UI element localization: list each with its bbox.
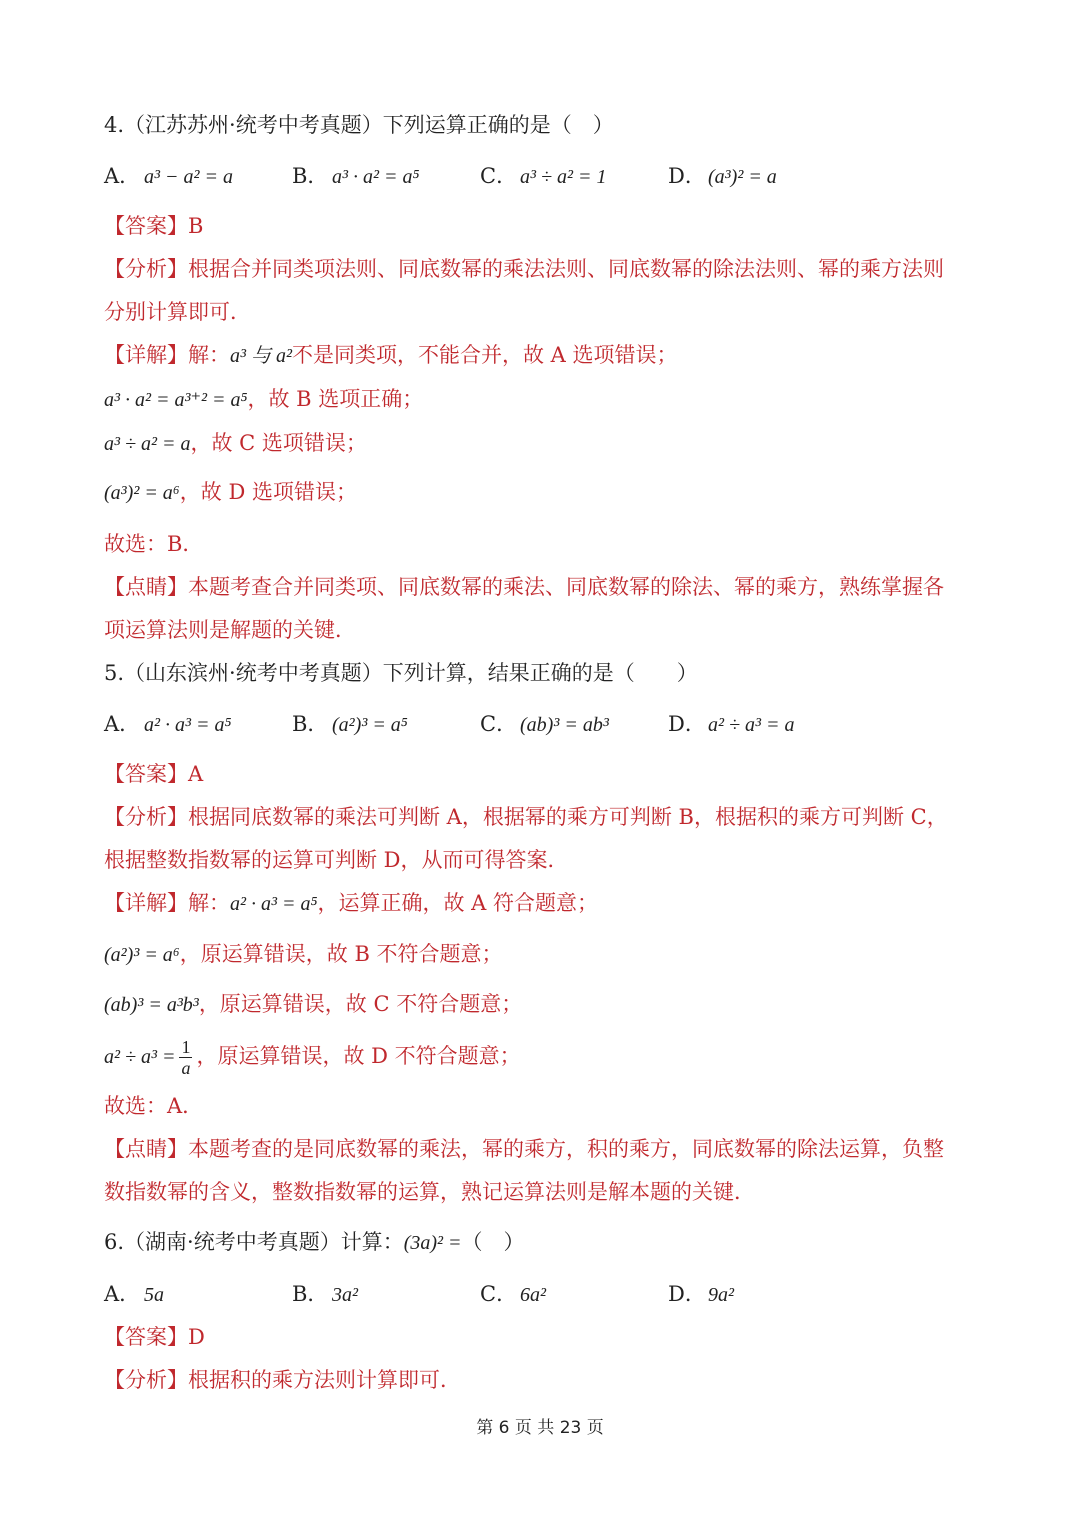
q6-option-b [292, 1278, 358, 1308]
option-expr: (ab)³ = ab³ [520, 714, 609, 736]
option-expr: 6a² [520, 1284, 546, 1306]
q5-analysis-line1: 【分析】根据同底数幂的乘法可判断 A，根据幂的乘方可判断 B，根据积的乘方可判断 C， [104, 805, 948, 829]
option-expr: 3a² [332, 1284, 358, 1306]
q6-stem [104, 1227, 525, 1258]
q4-analysis-line1: 【分析】根据合并同类项法则、同底数幂的乘法法则、同底数幂的除法法则、幂的乘方法则 [104, 257, 944, 281]
q4-stem: 4.（江苏苏州·统考中考真题）下列运算正确的是（ ） [104, 113, 614, 137]
q4-option-b [292, 160, 419, 190]
q4-detail-line2 [104, 384, 423, 415]
detail-text: ，故 C 选项错误； [190, 431, 367, 455]
q6-options [104, 1278, 1004, 1312]
q4-option-a [104, 160, 233, 190]
option-label: A． [104, 1282, 141, 1306]
q5-option-a [104, 708, 231, 738]
q5-options [104, 708, 1004, 742]
q5-comment-line2: 数指数幂的含义，整数指数幂的运算，熟记运算法则是解本题的关键． [104, 1180, 755, 1204]
q4-detail-line1 [104, 340, 678, 371]
detail-math: a² · a³ = a⁵ [230, 893, 318, 915]
option-expr: (a²)³ = a⁵ [332, 714, 408, 736]
stem-math: (3a)² = [403, 1232, 462, 1254]
q4-detail-line4 [104, 477, 357, 508]
option-label: A． [104, 712, 141, 736]
detail-math: a³ ÷ a² = a [104, 433, 191, 455]
detail-math: a³ · a² = a³⁺² = a⁵ [104, 389, 248, 411]
option-label: C． [480, 712, 518, 736]
option-expr: a² · a³ = a⁵ [144, 714, 232, 736]
q4-option-c [480, 160, 606, 190]
fraction [179, 1037, 192, 1078]
q6-option-a [104, 1278, 164, 1308]
detail-text: ，原运算错误，故 B 不符合题意； [179, 942, 503, 966]
detail-prefix: 【详解】解： [104, 343, 230, 367]
q6-answer: 【答案】D [104, 1325, 205, 1349]
option-label: B． [292, 1282, 329, 1306]
fraction-denominator: a [181, 1058, 191, 1078]
option-label: D． [668, 164, 706, 188]
stem-end: （ ） [461, 1230, 525, 1254]
q4-options [104, 160, 1004, 194]
q4-choose: 故选：B． [104, 532, 204, 556]
option-expr: a³ − a² = a [144, 166, 233, 188]
q4-option-d [668, 160, 777, 190]
q6-analysis-line1: 【分析】根据积的乘方法则计算即可． [104, 1368, 461, 1392]
q5-detail-line2 [104, 939, 503, 970]
q4-answer: 【答案】B [104, 214, 204, 238]
q5-option-c [480, 708, 609, 738]
detail-math: (a³)² = a⁶ [104, 482, 180, 504]
option-label: D． [668, 712, 706, 736]
detail-text: ，原运算错误，故 C 不符合题意； [198, 992, 523, 1016]
detail-text: ，运算正确，故 A 符合题意； [317, 891, 598, 915]
option-label: B． [292, 712, 329, 736]
q5-comment-line1: 【点睛】本题考查的是同底数幂的乘法，幂的乘方，积的乘方，同底数幂的除法运算，负整 [104, 1137, 944, 1161]
q5-stem: 5.（山东滨州·统考中考真题）下列计算，结果正确的是（ ） [104, 661, 698, 685]
q6-option-d [668, 1278, 734, 1308]
detail-text: 不是同类项，不能合并，故 A 选项错误； [292, 343, 678, 367]
option-label: A． [104, 164, 141, 188]
q4-comment-line2: 项运算法则是解题的关键． [104, 618, 356, 642]
detail-prefix: 【详解】解： [104, 891, 230, 915]
q5-detail-line1 [104, 888, 598, 919]
q5-option-d [668, 708, 794, 738]
q6-option-c [480, 1278, 546, 1308]
q4-analysis-line2: 分别计算即可． [104, 300, 251, 324]
option-expr: (a³)² = a [708, 166, 777, 188]
q5-option-b [292, 708, 408, 738]
option-label: C． [480, 1282, 518, 1306]
detail-text: ，故 B 选项正确； [247, 387, 424, 411]
detail-math: a² ÷ a³ = [104, 1046, 176, 1068]
q5-detail-line3 [104, 989, 522, 1020]
detail-text: ，故 D 选项错误； [179, 480, 357, 504]
option-expr: 9a² [708, 1284, 734, 1306]
option-expr: 5a [144, 1284, 164, 1306]
page-footer: 第 6 页 共 23 页 [476, 1418, 604, 1438]
stem-text: 6.（湖南·统考中考真题）计算： [104, 1230, 404, 1254]
option-label: B． [292, 164, 329, 188]
option-label: C． [480, 164, 518, 188]
q4-comment-line1: 【点睛】本题考查合并同类项、同底数幂的乘法、同底数幂的除法、幂的乘方，熟练掌握各 [104, 575, 944, 599]
option-expr: a³ · a² = a⁵ [332, 166, 420, 188]
option-expr: a² ÷ a³ = a [708, 714, 795, 736]
q5-detail-line4 [104, 1036, 521, 1078]
detail-math: a³ 与 a² [230, 345, 292, 367]
q5-answer: 【答案】A [104, 762, 204, 786]
detail-math: (ab)³ = a³b³ [104, 994, 199, 1016]
option-label: D． [668, 1282, 706, 1306]
q5-choose: 故选：A． [104, 1094, 204, 1118]
fraction-numerator: 1 [181, 1037, 191, 1057]
option-expr: a³ ÷ a² = 1 [520, 166, 607, 188]
q5-analysis-line2: 根据整数指数幂的运算可判断 D，从而可得答案． [104, 848, 569, 872]
q4-detail-line3 [104, 428, 367, 459]
detail-text: ，原运算错误，故 D 不符合题意； [196, 1044, 521, 1068]
detail-math: (a²)³ = a⁶ [104, 944, 180, 966]
